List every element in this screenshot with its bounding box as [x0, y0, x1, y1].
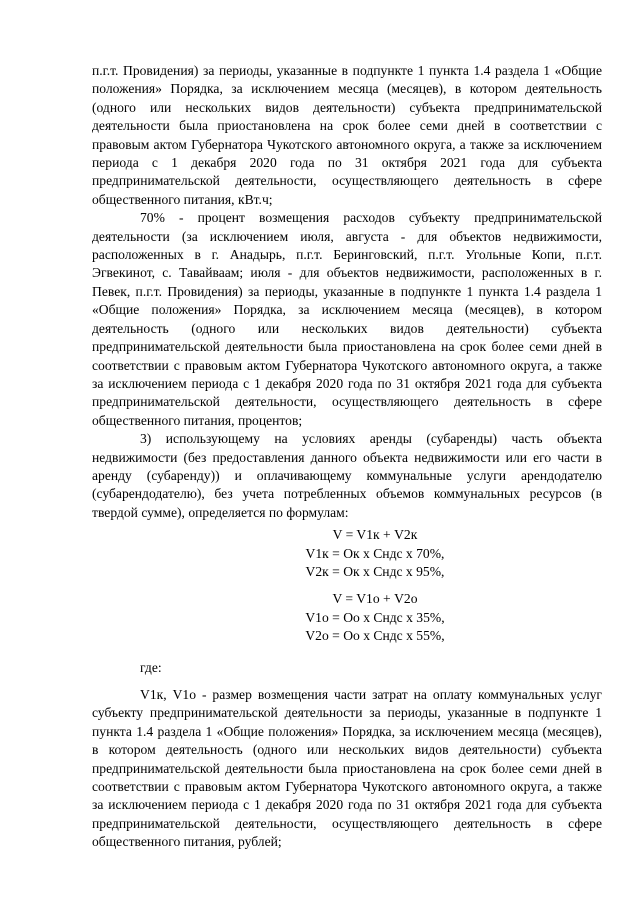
paragraph-definition-v1: V1к, V1о - размер возмещения части затрат на оплату коммунальных услуг субъекту предпринимательской деятельности за периоды, указанные в подпункте 1 пункта 1.4 раздела 1 «Общие положения» Порядка, за исключением месяца (месяцев), в котором деятельность (одного или нескольких видов деятельности) субъекта предпринимательской деятельности была приостановлена на срок более семи дней в соответствии с правовым актом Губернатора Чукотского автономного округа, а также за исключением периода с 1 декабря 2020 года по 31 октября 2021 года для субъекта предпринимательской деятельности, осуществляющего деятельность в сфере общественного питания, рублей;	[92, 687, 602, 850]
formula-group-2	[92, 590, 602, 645]
formula-line: V = V1к + V2к	[332, 527, 418, 543]
paragraph-rent-case: 3) использующему на условиях аренды (субаренды) часть объекта недвижимости (без предоставления данного объекта недвижимости или его части в аренду (субаренду)) и оплачивающему коммунальные услуги арендодателю (субарендодателю), без учета потребленных объемов коммунальных ресурсов (в твердой сумме), определяется по формулам:	[92, 431, 602, 520]
formula-line: V2о = Оо х Cндс х 55%,	[305, 628, 445, 644]
formula-group-1	[92, 526, 602, 581]
formula-line: V1о = Оо х Cндс х 35%,	[305, 609, 445, 625]
formula-line: V1к = Ок х Cндс х 70%,	[305, 545, 445, 561]
formula-line: V = V1о + V2о	[332, 591, 418, 607]
paragraph-continuation: п.г.т. Провидения) за периоды, указанные в подпункте 1 пункта 1.4 раздела 1 «Общие положения» Порядка, за исключением месяца (месяцев), в котором деятельность (одного или нескольких видов деятельности) субъекта предпринимательской деятельности была приостановлена на срок более семи дней в соответствии с правовым актом Губернатора Чукотского автономного округа, а также за исключением периода с 1 декабря 2020 года по 31 октября 2021 года для субъекта предпринимательской деятельности, осуществляющего деятельность в сфере общественного питания, кВт.ч;	[92, 63, 602, 207]
paragraph-reimbursement-percent: 70% - процент возмещения расходов субъекту предпринимательской деятельности (за исключением июля, августа - для объектов недвижимости, расположенных в г. Анадырь, п.г.т. Беринговский, п.г.т. Угольные Копи, п.г.т. Эгвекинот, с. Тавайваам; июля - для объектов недвижимости, расположенных в г. Певек, п.г.т. Провидения) за периоды, указанные в подпункте 1 пункта 1.4 раздела 1 «Общие положения» Порядка, за исключением месяца (месяцев), в котором деятельность (одного или нескольких видов деятельности) субъекта предпринимательской деятельности была приостановлена на срок более семи дней в соответствии с правовым актом Губернатора Чукотского автономного округа, а также за исключением периода с 1 декабря 2020 года по 31 октября 2021 года для субъекта предпринимательской деятельности, осуществляющего деятельность в сфере общественного питания, процентов;	[92, 210, 602, 428]
where-label: где:	[140, 659, 162, 675]
document-page	[92, 62, 602, 852]
formula-line: V2к = Ок х Cндс х 95%,	[305, 563, 445, 579]
